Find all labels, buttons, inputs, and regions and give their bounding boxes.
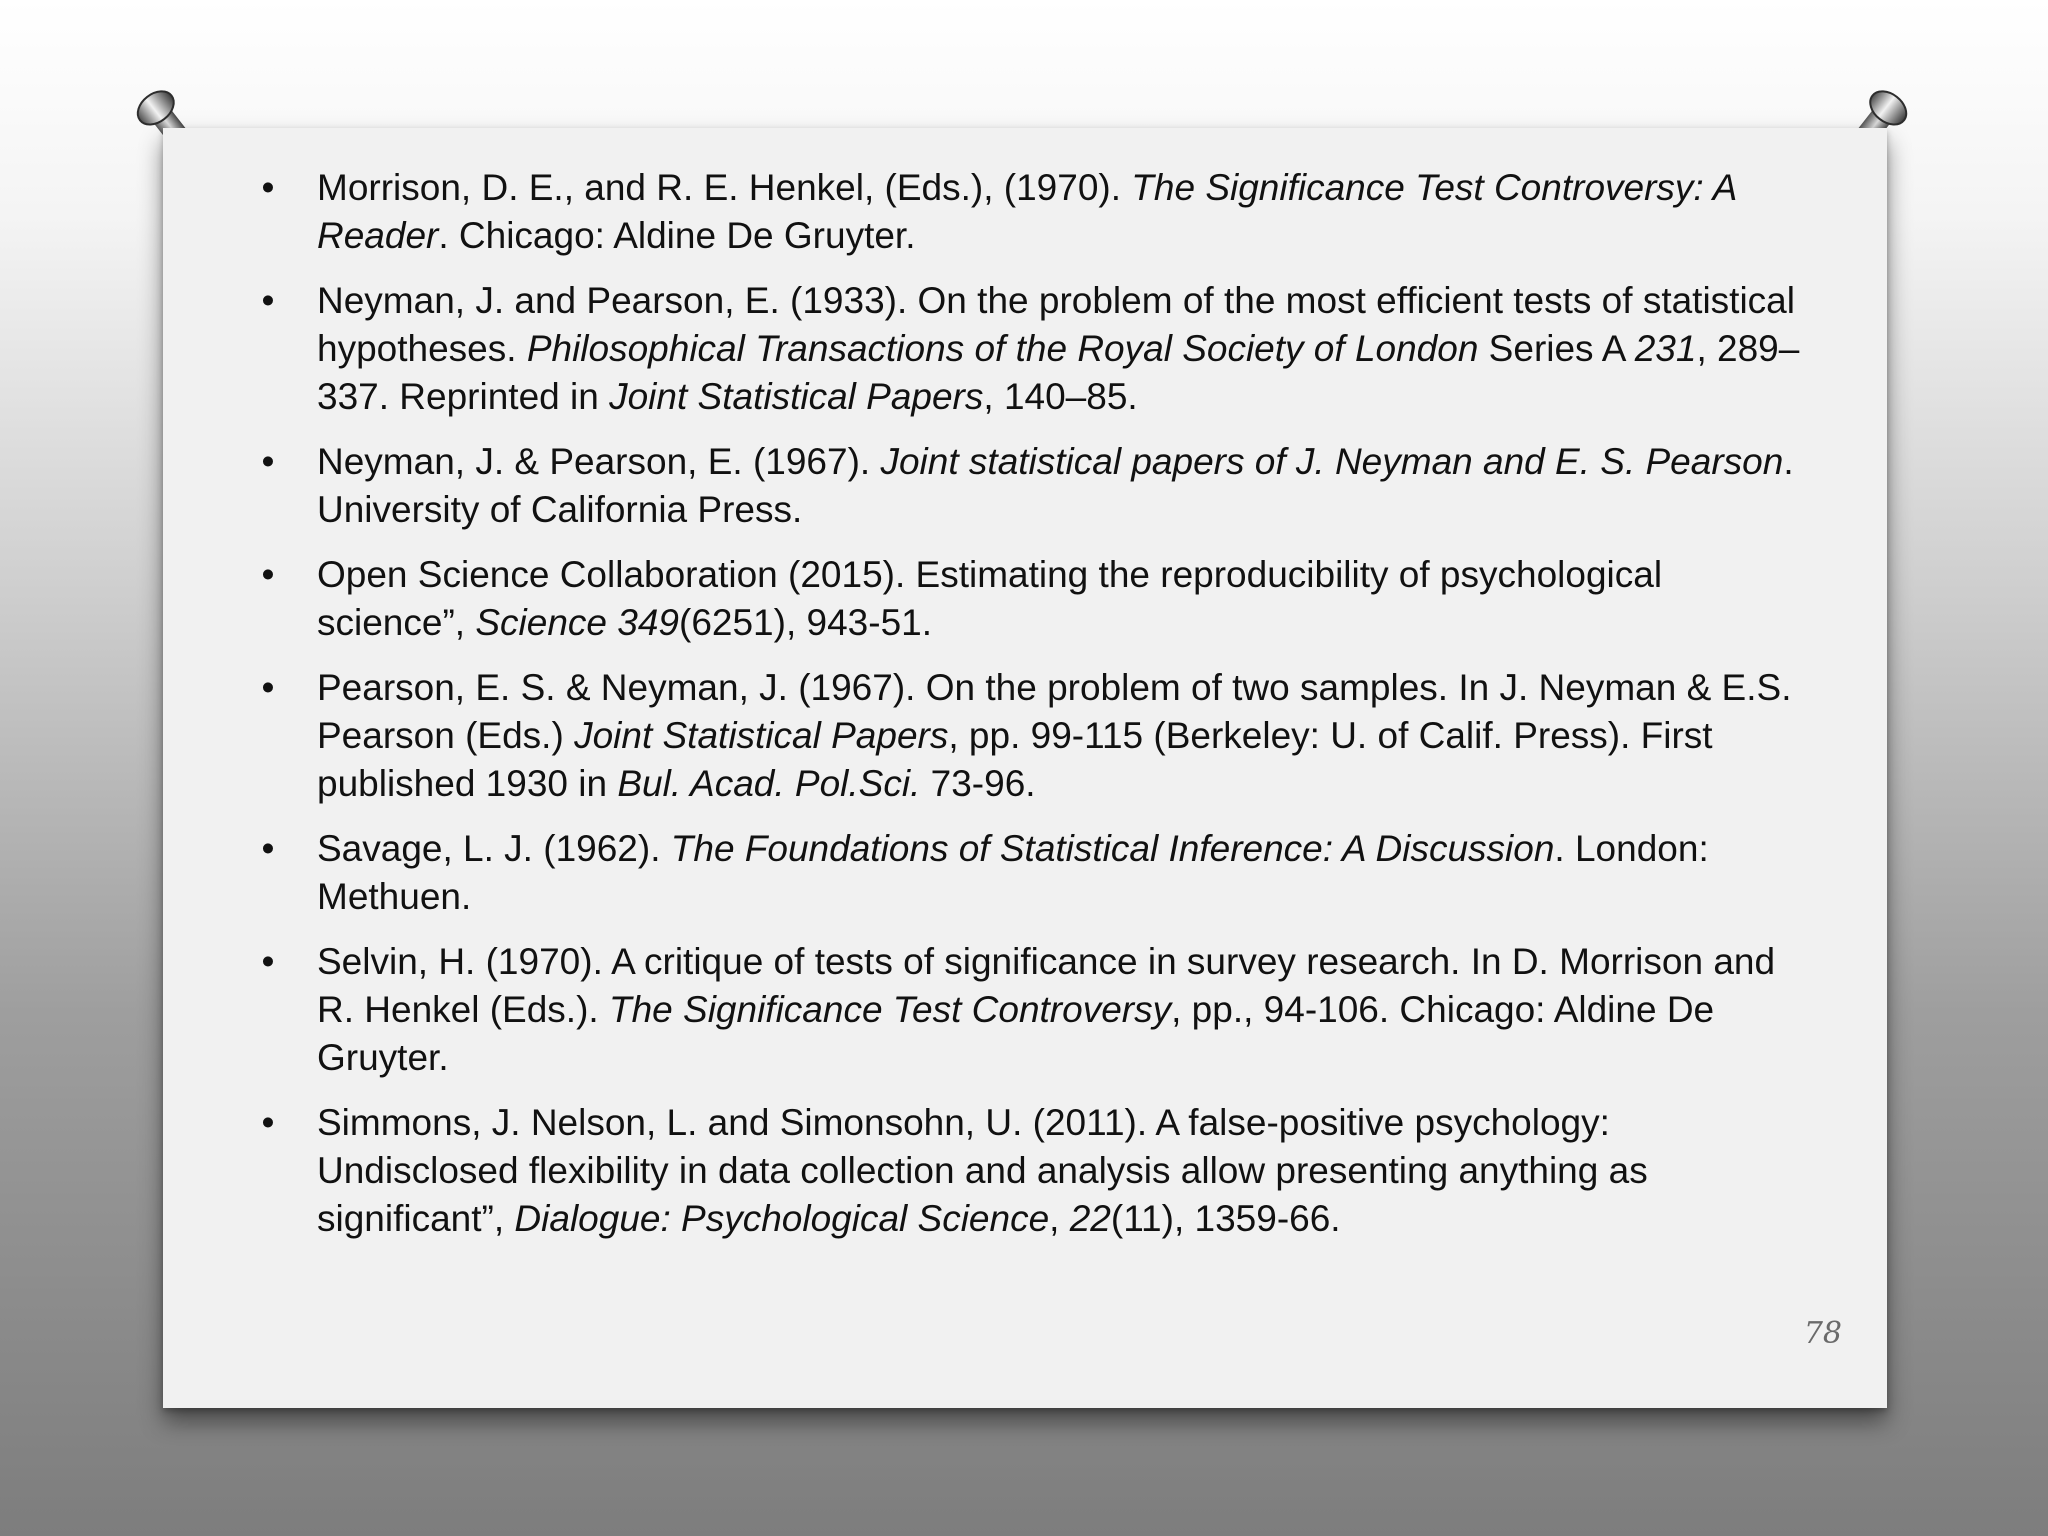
reference-segment: Savage, L. J. (1962). <box>317 828 671 869</box>
reference-segment: , 140–85. <box>983 376 1138 417</box>
reference-text <box>317 441 1794 530</box>
bullet-icon: • <box>261 941 275 982</box>
reference-segment: , pp. 99-115 (Berkeley: U. of Calif. Press). First published 1930 in <box>317 715 1713 804</box>
reference-segment: . London: Methuen. <box>317 828 1709 917</box>
reference-segment: Pearson, E. S. & Neyman, J. (1967). On the problem of two samples. In J. Neyman & E.S. Pearson (Eds.) <box>317 667 1792 756</box>
reference-text <box>317 667 1791 804</box>
bullet-icon: • <box>261 441 275 482</box>
reference-text <box>317 167 1736 256</box>
reference-italic-segment: The Significance Test Controversy <box>608 989 1172 1030</box>
reference-segment: (11), 1359-66. <box>1110 1198 1341 1239</box>
reference-italic-segment: 22 <box>1069 1198 1111 1239</box>
reference-item <box>253 664 1813 808</box>
reference-italic-segment: Joint Statistical Papers <box>609 376 984 417</box>
reference-italic-segment: 231 <box>1634 328 1697 369</box>
reference-item <box>253 1099 1813 1243</box>
reference-segment: Selvin, H. (1970). A critique of tests of significance in survey research. In D. Morrison and R. Henkel (Eds.). <box>317 941 1776 1030</box>
page-number: 78 <box>1803 1316 1842 1351</box>
reference-item <box>253 277 1813 421</box>
bullet-icon: • <box>261 280 275 321</box>
reference-italic-segment: Philosophical Transactions of the Royal Society of London <box>526 328 1479 369</box>
reference-segment: (6251), 943-51. <box>679 602 933 643</box>
reference-segment: . Chicago: Aldine De Gruyter. <box>438 215 916 256</box>
reference-segment: 73-96. <box>920 763 1036 804</box>
reference-item <box>253 938 1813 1082</box>
reference-italic-segment: The Foundations of Statistical Inference: A Discussion <box>670 828 1555 869</box>
bullet-icon: • <box>261 667 275 708</box>
bullet-icon: • <box>261 1102 275 1143</box>
reference-italic-segment: The Significance Test Controversy: A Reader <box>317 167 1736 256</box>
reference-text <box>317 828 1709 917</box>
reference-item <box>253 164 1813 260</box>
reference-segment: Simmons, J. Nelson, L. and Simonsohn, U. (2011). A false-positive psychology: Undisclosed flexibility in data collection and analysis allow presenting anything as significant”, <box>317 1102 1648 1239</box>
bullet-icon: • <box>261 828 275 869</box>
reference-italic-segment: Science 349 <box>475 602 679 643</box>
reference-segment: Neyman, J. and Pearson, E. (1933). On the problem of the most efficient tests of statistical hypotheses. <box>317 280 1795 369</box>
reference-segment: , pp., 94-106. Chicago: Aldine De Gruyter. <box>317 989 1715 1078</box>
reference-segment: , 289–337. Reprinted in <box>317 328 1800 417</box>
reference-segment: , <box>1049 1198 1070 1239</box>
reference-item <box>253 551 1813 647</box>
reference-list <box>253 164 1813 1260</box>
reference-text <box>317 941 1775 1078</box>
reference-text <box>317 1102 1648 1239</box>
reference-segment: Neyman, J. & Pearson, E. (1967). <box>317 441 881 482</box>
reference-italic-segment: Dialogue: Psychological Science <box>514 1198 1050 1239</box>
reference-segment: Morrison, D. E., and R. E. Henkel, (Eds.), (1970). <box>317 167 1132 208</box>
bullet-icon: • <box>261 167 275 208</box>
reference-italic-segment: Joint Statistical Papers <box>574 715 949 756</box>
reference-italic-segment: Joint statistical papers of J. Neyman and E. S. Pearson <box>880 441 1784 482</box>
reference-text <box>317 554 1662 643</box>
reference-segment: Open Science Collaboration (2015). Estimating the reproducibility of psychological science”, <box>317 554 1663 643</box>
reference-italic-segment: Bul. Acad. Pol.Sci. <box>617 763 921 804</box>
reference-text <box>317 280 1799 417</box>
reference-segment: Series A <box>1478 328 1635 369</box>
reference-item <box>253 825 1813 921</box>
reference-item <box>253 438 1813 534</box>
bullet-icon: • <box>261 554 275 595</box>
reference-segment: . University of California Press. <box>317 441 1794 530</box>
